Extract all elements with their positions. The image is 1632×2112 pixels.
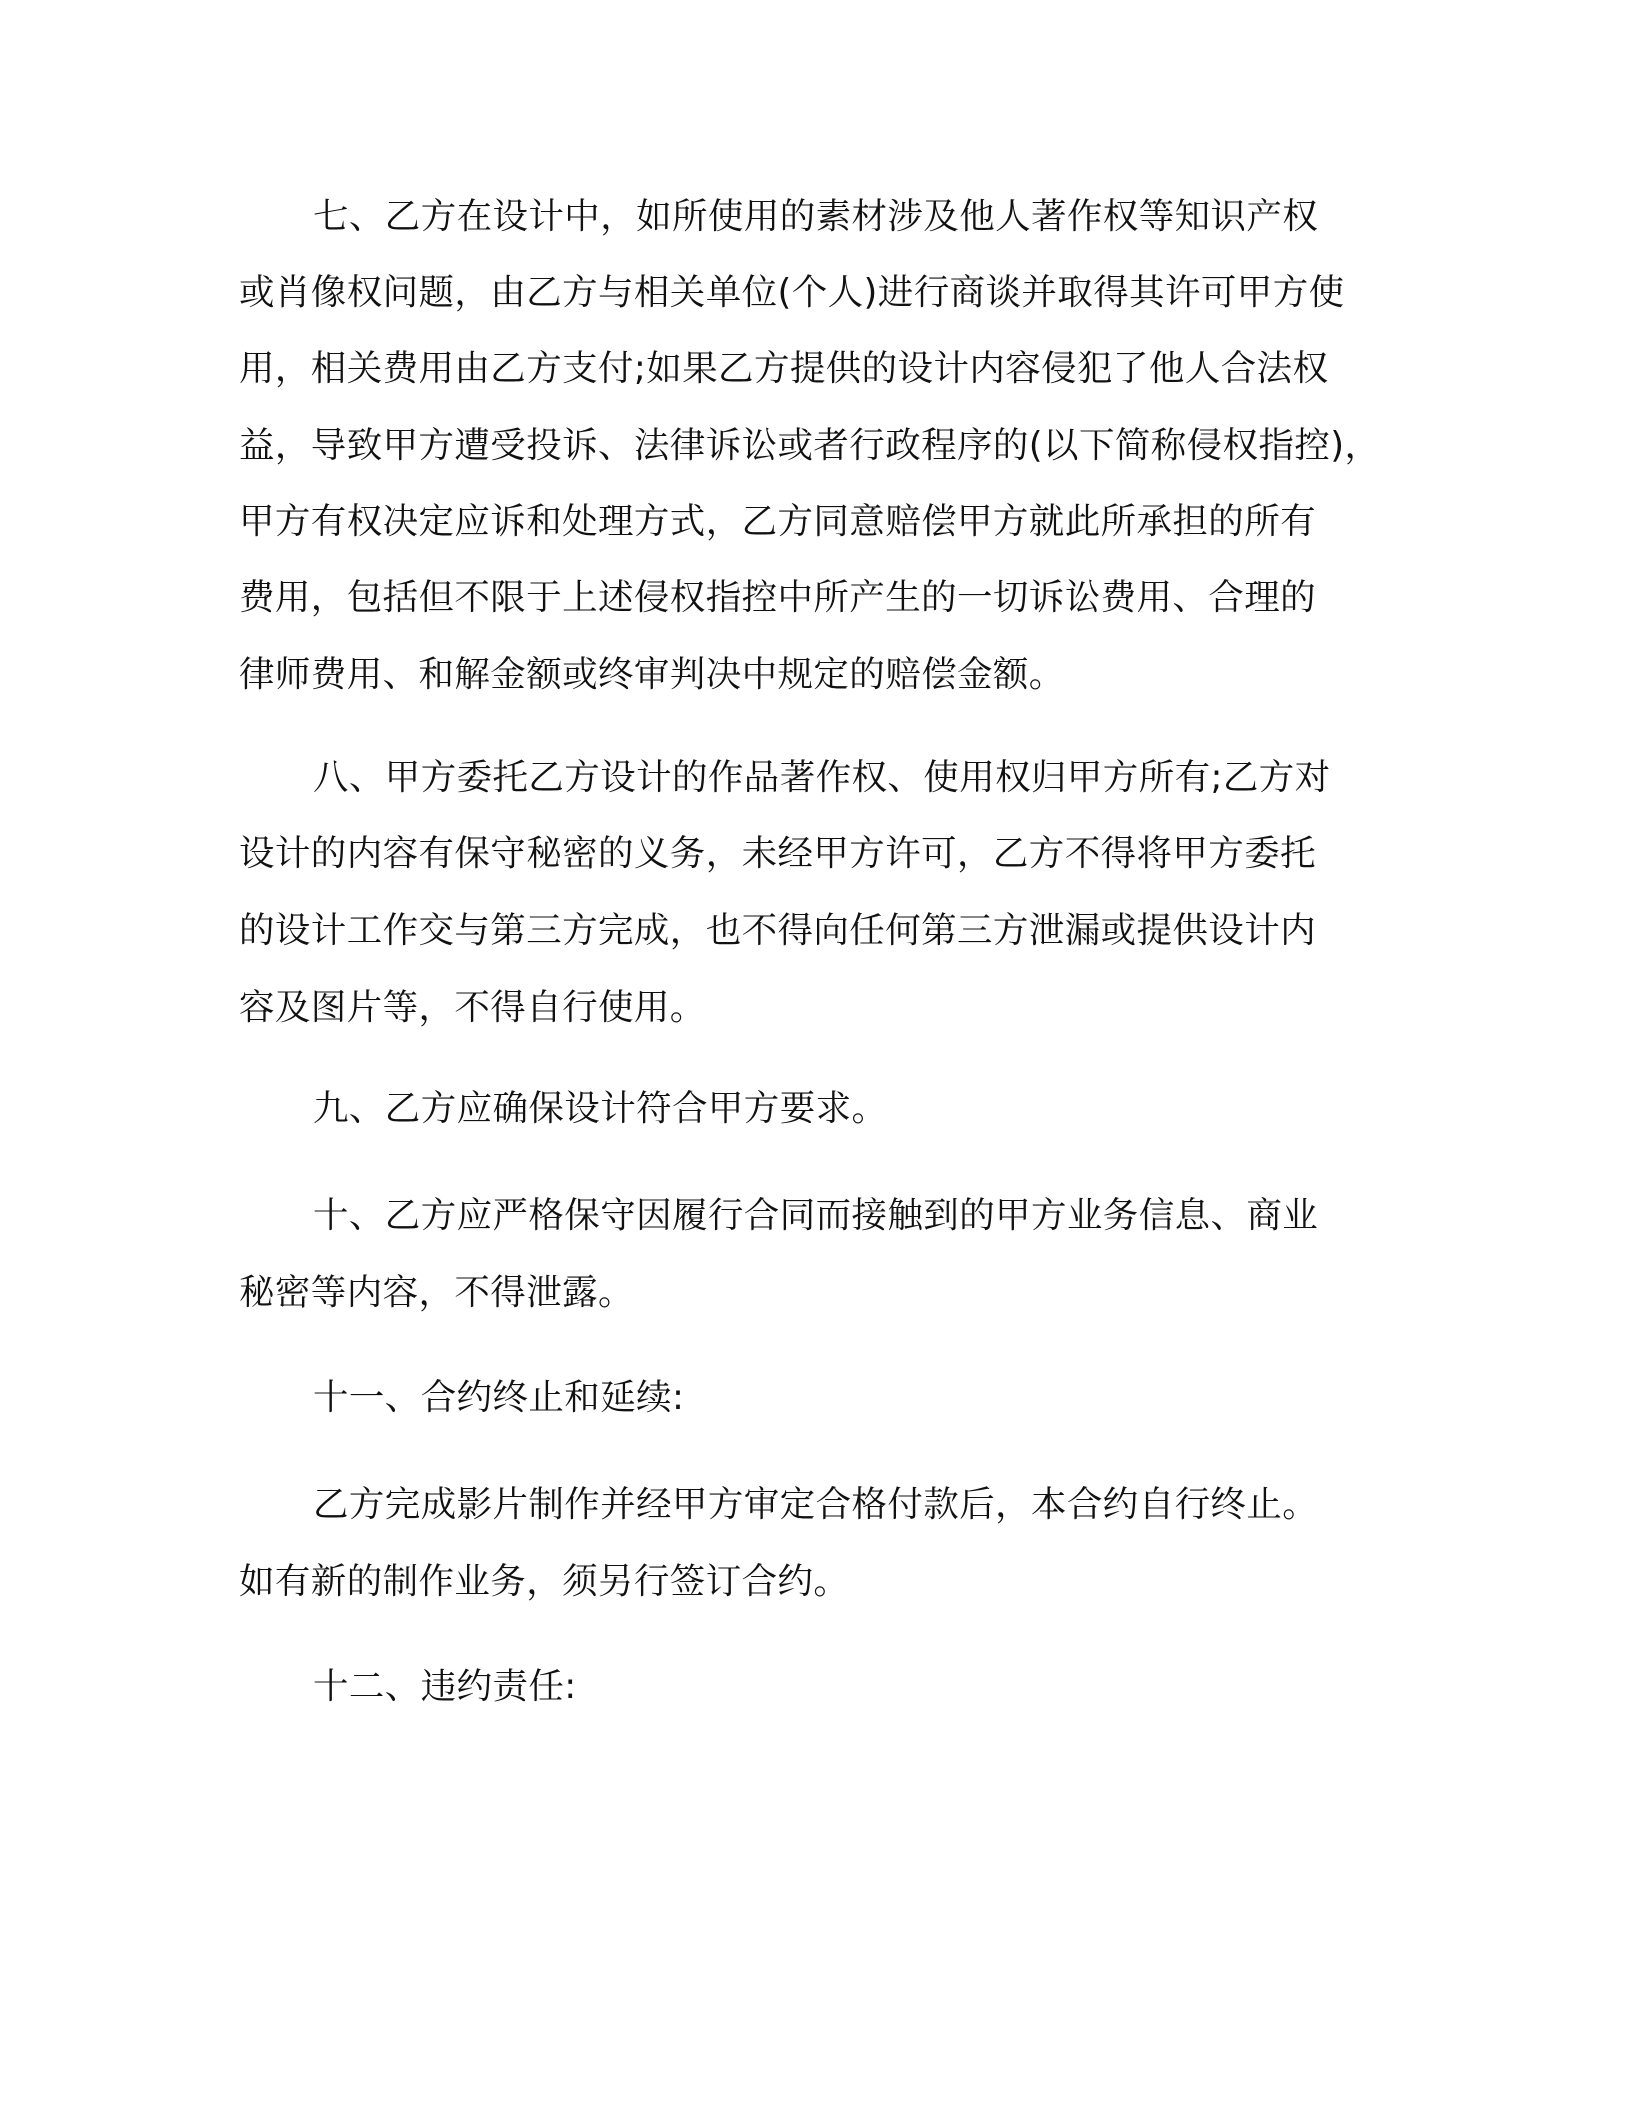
paragraph-line: 容及图片等，不得自行使用。 bbox=[239, 987, 706, 1028]
paragraph-line: 益，导致甲方遭受投诉、法律诉讼或者行政程序的(以下简称侵权指控)， bbox=[239, 425, 1381, 466]
paragraph-line: 甲方有权决定应诉和处理方式，乙方同意赔偿甲方就此所承担的所有 bbox=[239, 501, 1317, 542]
paragraph-line: 十、乙方应严格保守因履行合同而接触到的甲方业务信息、商业 bbox=[313, 1195, 1319, 1236]
paragraph-line: 乙方完成影片制作并经甲方审定合格付款后，本合约自行终止。 bbox=[313, 1484, 1319, 1525]
paragraph-line: 秘密等内容，不得泄露。 bbox=[239, 1272, 634, 1313]
paragraph-line: 八、甲方委托乙方设计的作品著作权、使用权归甲方所有;乙方对 bbox=[313, 757, 1331, 798]
paragraph-line: 十二、违约责任: bbox=[313, 1666, 577, 1707]
paragraph-line: 如有新的制作业务，须另行签订合约。 bbox=[239, 1561, 850, 1602]
paragraph-line: 的设计工作交与第三方完成，也不得向任何第三方泄漏或提供设计内 bbox=[239, 910, 1317, 951]
paragraph-line: 十一、合约终止和延续: bbox=[313, 1377, 685, 1418]
paragraph-line: 设计的内容有保守秘密的义务，未经甲方许可，乙方不得将甲方委托 bbox=[239, 833, 1317, 874]
paragraph-line: 七、乙方在设计中，如所使用的素材涉及他人著作权等知识产权 bbox=[313, 196, 1319, 237]
paragraph-line: 九、乙方应确保设计符合甲方要求。 bbox=[313, 1088, 888, 1129]
paragraph-line: 费用，包括但不限于上述侵权指控中所产生的一切诉讼费用、合理的 bbox=[239, 577, 1317, 618]
paragraph-line: 或肖像权问题，由乙方与相关单位(个人)进行商谈并取得其许可甲方使 bbox=[239, 272, 1345, 313]
paragraph-line: 用，相关费用由乙方支付;如果乙方提供的设计内容侵犯了他人合法权 bbox=[239, 348, 1329, 389]
paragraph-line: 律师费用、和解金额或终审判决中规定的赔偿金额。 bbox=[239, 654, 1065, 695]
